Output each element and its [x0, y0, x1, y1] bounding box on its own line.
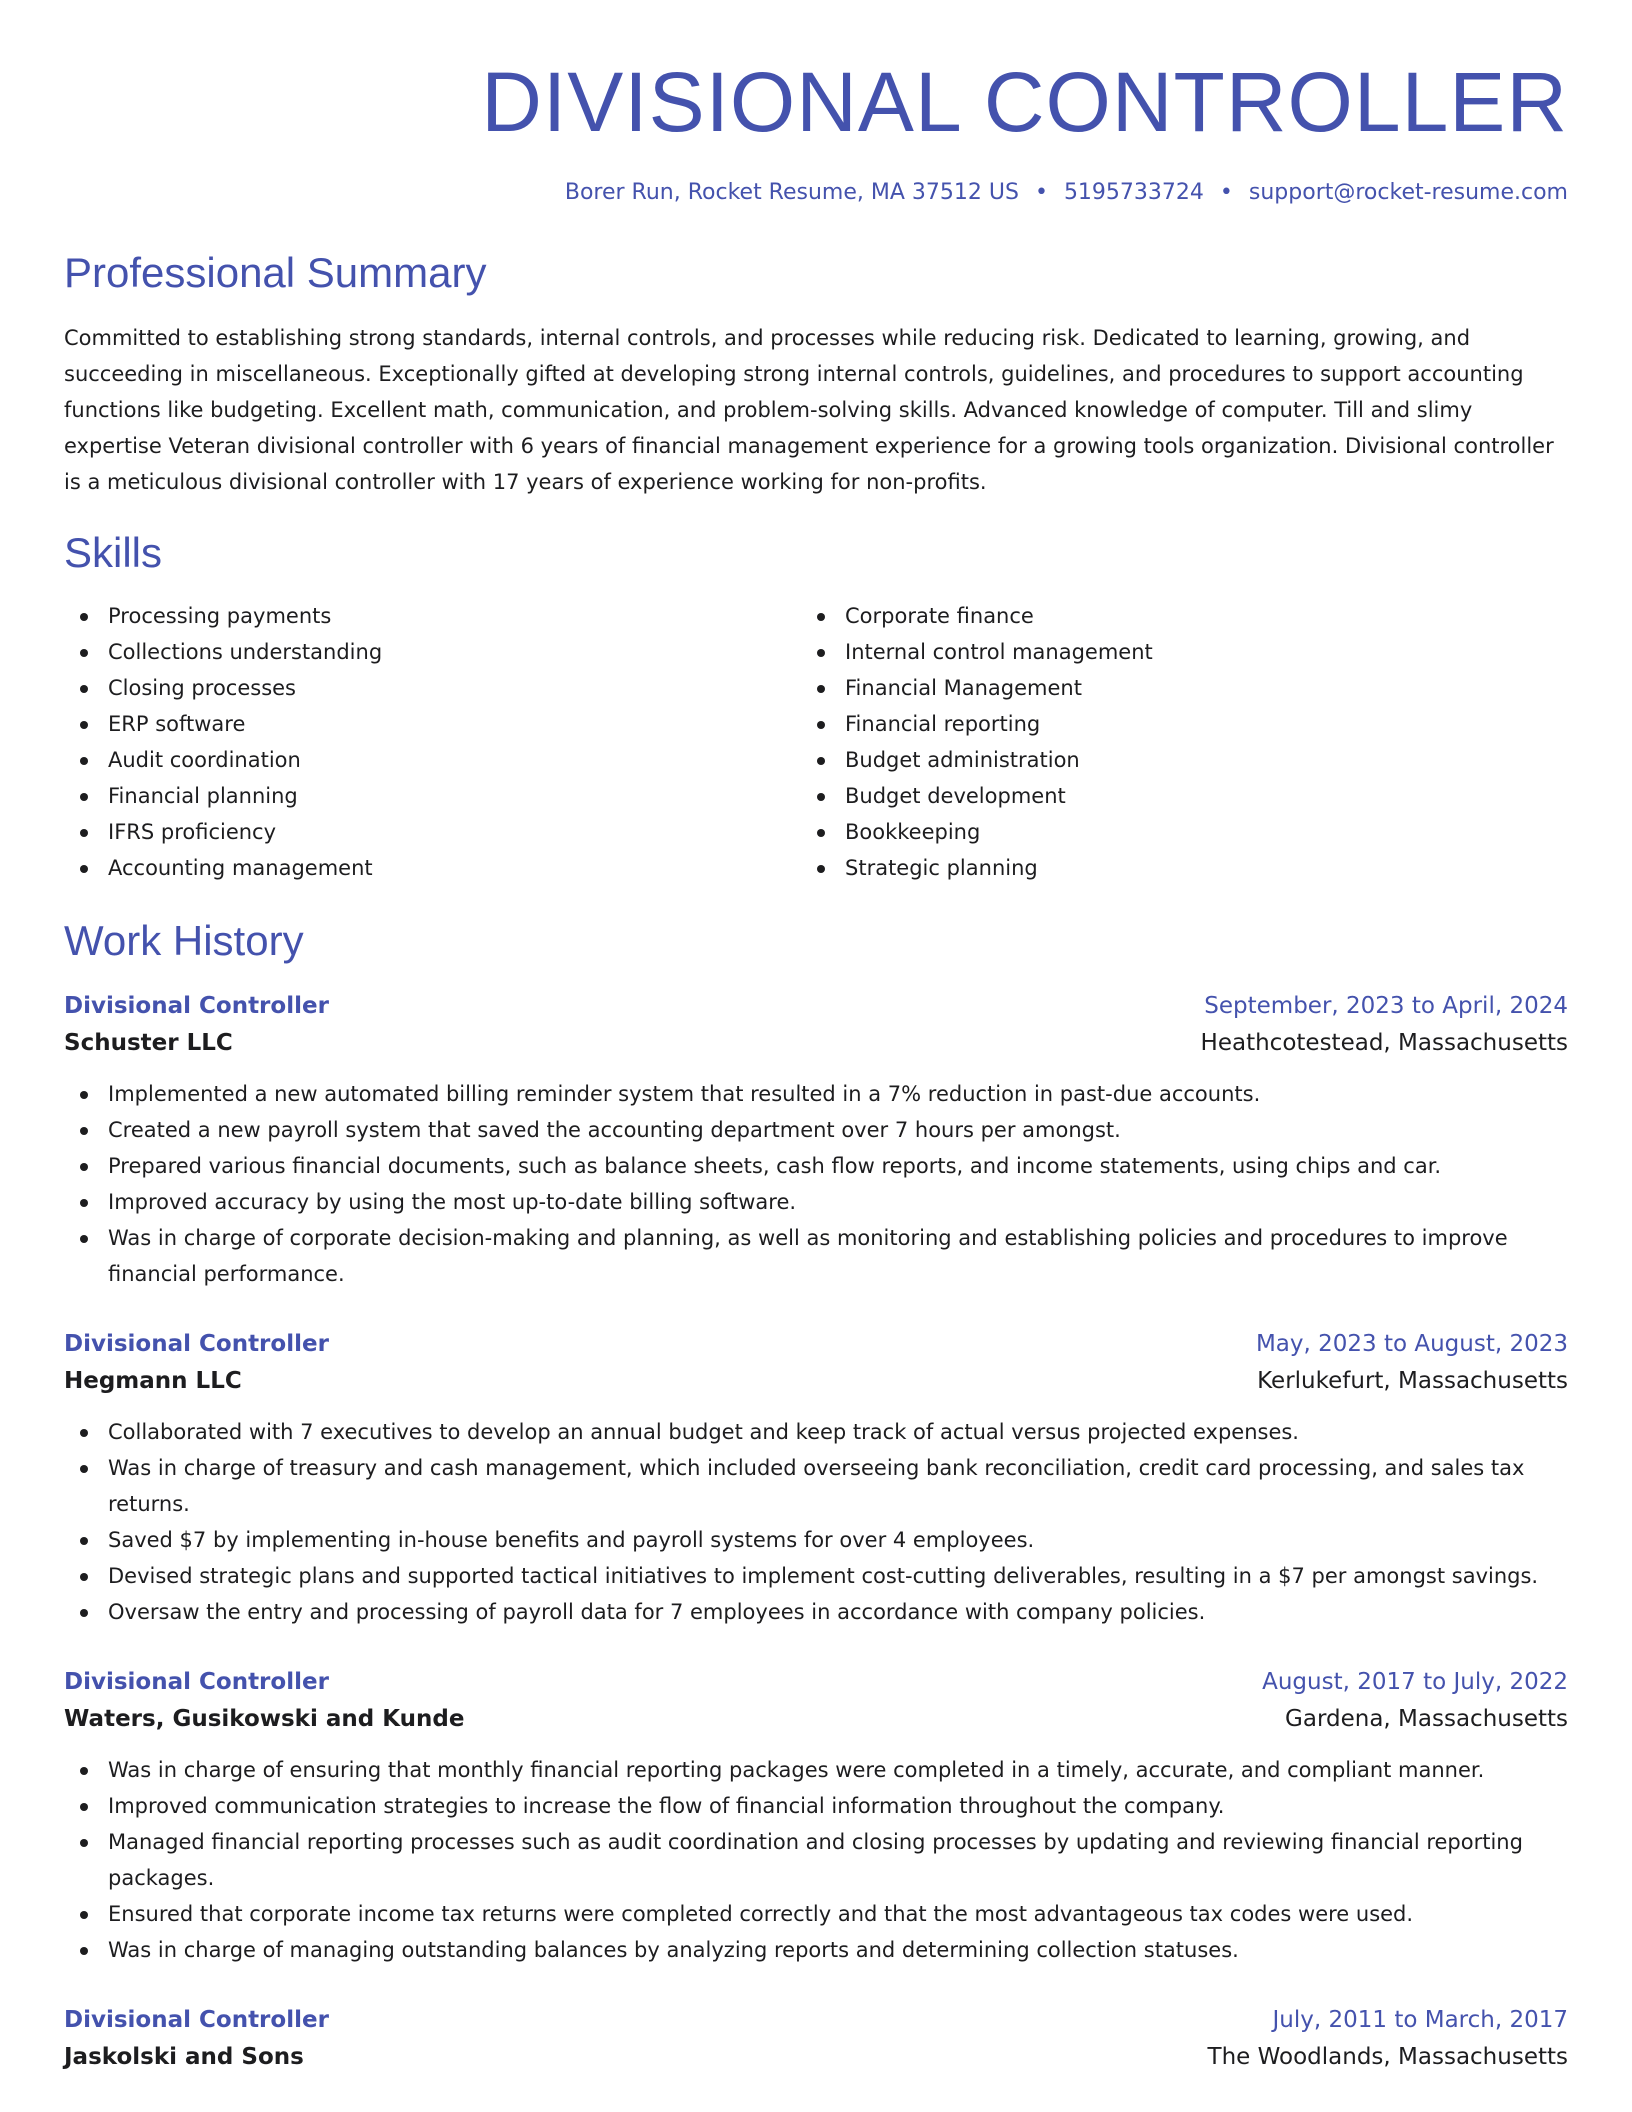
job-dates: September, 2023 to April, 2024 — [1204, 993, 1568, 1019]
job-company: Jaskolski and Sons — [64, 2044, 304, 2070]
job-dates: July, 2011 to March, 2017 — [1272, 2007, 1568, 2033]
job-title-row — [64, 1326, 1568, 1362]
skills-column-right — [801, 598, 1538, 886]
job-company-row — [64, 1362, 1568, 1400]
skill-item: Processing payments — [64, 598, 801, 634]
job-company-row — [64, 1024, 1568, 1062]
job-duty: Implemented a new automated billing reminder system that resulted in a 7% reduction in past-due accounts. — [64, 1076, 1568, 1112]
skill-item: Internal control management — [801, 634, 1538, 670]
work-history-section — [64, 916, 1568, 2076]
skills-heading: Skills — [64, 529, 163, 576]
job-title: Divisional Controller — [64, 993, 329, 1019]
job-company-row — [64, 2038, 1568, 2076]
skill-item: IFRS proficiency — [64, 814, 801, 850]
job-duty: Improved communication strategies to increase the flow of financial information throughout the company. — [64, 1788, 1568, 1824]
job-title-row — [64, 988, 1568, 1024]
contact-phone: 5195733724 — [1063, 180, 1204, 205]
job-entry — [64, 1326, 1568, 1630]
job-company-row — [64, 1700, 1568, 1738]
job-duty: Created a new payroll system that saved the accounting department over 7 hours per amongst. — [64, 1112, 1568, 1148]
job-duty: Prepared various financial documents, such as balance sheets, cash flow reports, and income statements, using chips and car. — [64, 1148, 1568, 1184]
job-dates: May, 2023 to August, 2023 — [1255, 1331, 1568, 1357]
skill-item: Closing processes — [64, 670, 801, 706]
job-company: Schuster LLC — [64, 1030, 233, 1056]
skill-item: Accounting management — [64, 850, 801, 886]
skill-item: Corporate finance — [801, 598, 1538, 634]
job-title: Divisional Controller — [64, 2007, 329, 2033]
job-location: Heathcotestead, Massachusetts — [1200, 1030, 1568, 1056]
summary-section — [64, 248, 1568, 500]
job-title-row — [64, 1664, 1568, 1700]
job-duty: Managed financial reporting processes such as audit coordination and closing processes by updating and reviewing financial reporting packages. — [64, 1824, 1568, 1896]
skill-item: Financial Management — [801, 670, 1538, 706]
skill-item: Strategic planning — [801, 850, 1538, 886]
skills-section — [64, 528, 1568, 886]
summary-heading: Professional Summary — [64, 249, 487, 296]
skill-item: Financial reporting — [801, 706, 1538, 742]
job-company: Hegmann LLC — [64, 1368, 242, 1394]
skill-item: Budget development — [801, 778, 1538, 814]
skill-item: Audit coordination — [64, 742, 801, 778]
summary-text: Committed to establishing strong standards, internal controls, and processes while reducing risk. Dedicated to learning, growing, and succeeding in miscellaneous. Exceptionally gifted at developing strong internal controls, guidelines, and procedures to support accounting functions like budgeting. Excellent math, communication, and problem-solving skills. Advanced knowledge of computer. Till and slimy expertise Veteran divisional controller with 6 years of financial management experience for a growing tools organization. Divisional controller is a meticulous divisional controller with 17 years of experience working for non-profits. — [64, 326, 1554, 494]
job-duty: Collaborated with 7 executives to develop an annual budget and keep track of actual versus projected expenses. — [64, 1414, 1568, 1450]
job-duty: Oversaw the entry and processing of payroll data for 7 employees in accordance with company policies. — [64, 1594, 1568, 1630]
job-title: Divisional Controller — [64, 1669, 329, 1695]
skill-item: ERP software — [64, 706, 801, 742]
skills-columns — [64, 598, 1568, 886]
resume-header — [64, 52, 1568, 208]
contact-separator: • — [1034, 180, 1048, 205]
job-entry — [64, 2002, 1568, 2076]
job-duty: Was in charge of ensuring that monthly financial reporting packages were completed in a timely, accurate, and compliant manner. — [64, 1752, 1568, 1788]
contact-address: Borer Run, Rocket Resume, MA 37512 US — [564, 180, 1019, 205]
job-location: The Woodlands, Massachusetts — [1207, 2044, 1568, 2070]
work-history-heading: Work History — [64, 917, 304, 964]
skills-column-left — [64, 598, 801, 886]
job-location: Gardena, Massachusetts — [1285, 1706, 1568, 1732]
job-entry — [64, 1664, 1568, 1968]
skill-item: Financial planning — [64, 778, 801, 814]
contact-line — [64, 178, 1568, 208]
job-duty: Ensured that corporate income tax returns were completed correctly and that the most advantageous tax codes were used. — [64, 1896, 1568, 1932]
job-entry — [64, 988, 1568, 1292]
job-duty: Devised strategic plans and supported tactical initiatives to implement cost-cutting deliverables, resulting in a $7 per amongst savings. — [64, 1558, 1568, 1594]
candidate-name: DIVISIONAL CONTROLLER — [481, 55, 1568, 149]
skill-item: Budget administration — [801, 742, 1538, 778]
contact-separator: • — [1219, 180, 1233, 205]
job-duties — [64, 1076, 1568, 1292]
job-duty: Was in charge of treasury and cash management, which included overseeing bank reconciliation, credit card processing, and sales tax returns. — [64, 1450, 1568, 1522]
job-company: Waters, Gusikowski and Kunde — [64, 1706, 465, 1732]
job-duty: Was in charge of managing outstanding balances by analyzing reports and determining collection statuses. — [64, 1932, 1568, 1968]
job-title-row — [64, 2002, 1568, 2038]
job-duty: Was in charge of corporate decision-making and planning, as well as monitoring and establishing policies and procedures to improve financial performance. — [64, 1220, 1568, 1292]
job-title: Divisional Controller — [64, 1331, 329, 1357]
job-duty: Saved $7 by implementing in-house benefits and payroll systems for over 4 employees. — [64, 1522, 1568, 1558]
job-dates: August, 2017 to July, 2022 — [1262, 1669, 1568, 1695]
job-duties — [64, 1414, 1568, 1630]
job-duties — [64, 1752, 1568, 1968]
skill-item: Bookkeeping — [801, 814, 1538, 850]
job-duty: Improved accuracy by using the most up-to-date billing software. — [64, 1184, 1568, 1220]
skill-item: Collections understanding — [64, 634, 801, 670]
job-location: Kerlukefurt, Massachusetts — [1257, 1368, 1568, 1394]
contact-email[interactable]: support@rocket-resume.com — [1248, 180, 1568, 205]
